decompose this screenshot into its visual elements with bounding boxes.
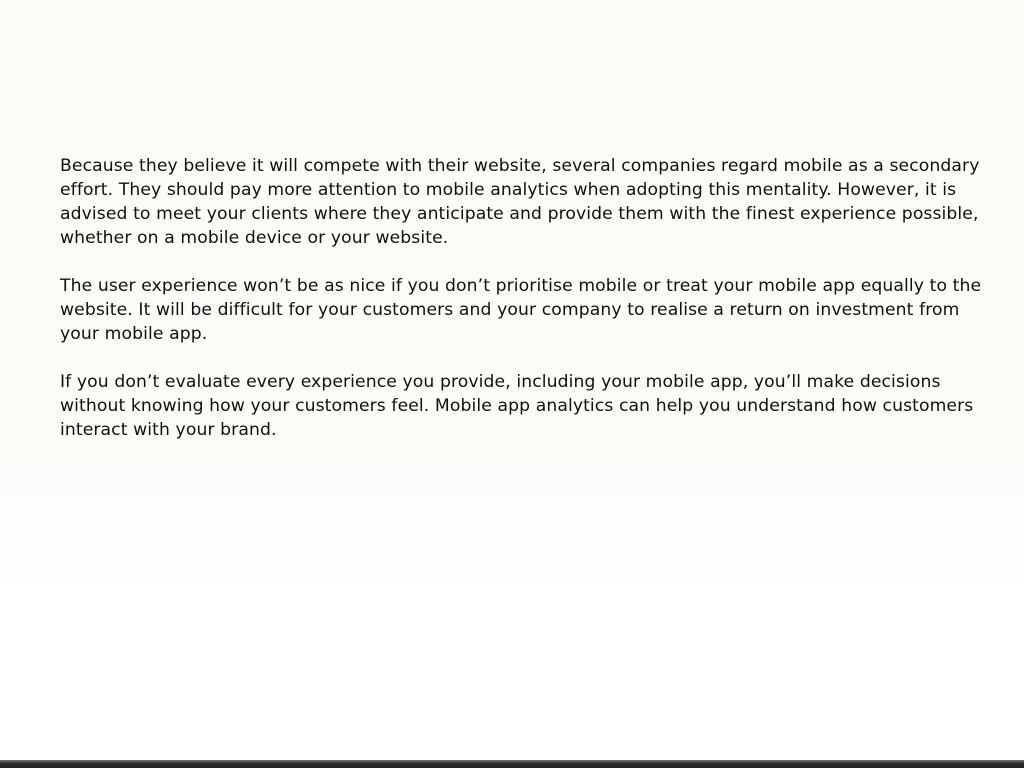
paragraph-2: The user experience won’t be as nice if you don’t prioritise mobile or treat your mobile app equally to the website. It will be difficult for your customers and your company to realise a return on investment from your mobile app.	[60, 276, 982, 344]
paragraph-3: If you don’t evaluate every experience you provide, including your mobile app, you’ll make decisions without knowing how your customers feel. Mobile app analytics can help you understand how customers interact with your brand.	[60, 372, 974, 440]
paragraph-1: Because they believe it will compete with their website, several companies regard mobile as a secondary effort. They should pay more attention to mobile analytics when adopting this mentality. However, it is advised to meet your clients where they anticipate and provide them with the finest experience possible, whether on a mobile device or your website.	[60, 156, 980, 248]
slide-body	[60, 154, 990, 466]
bottom-bar	[0, 760, 1024, 768]
